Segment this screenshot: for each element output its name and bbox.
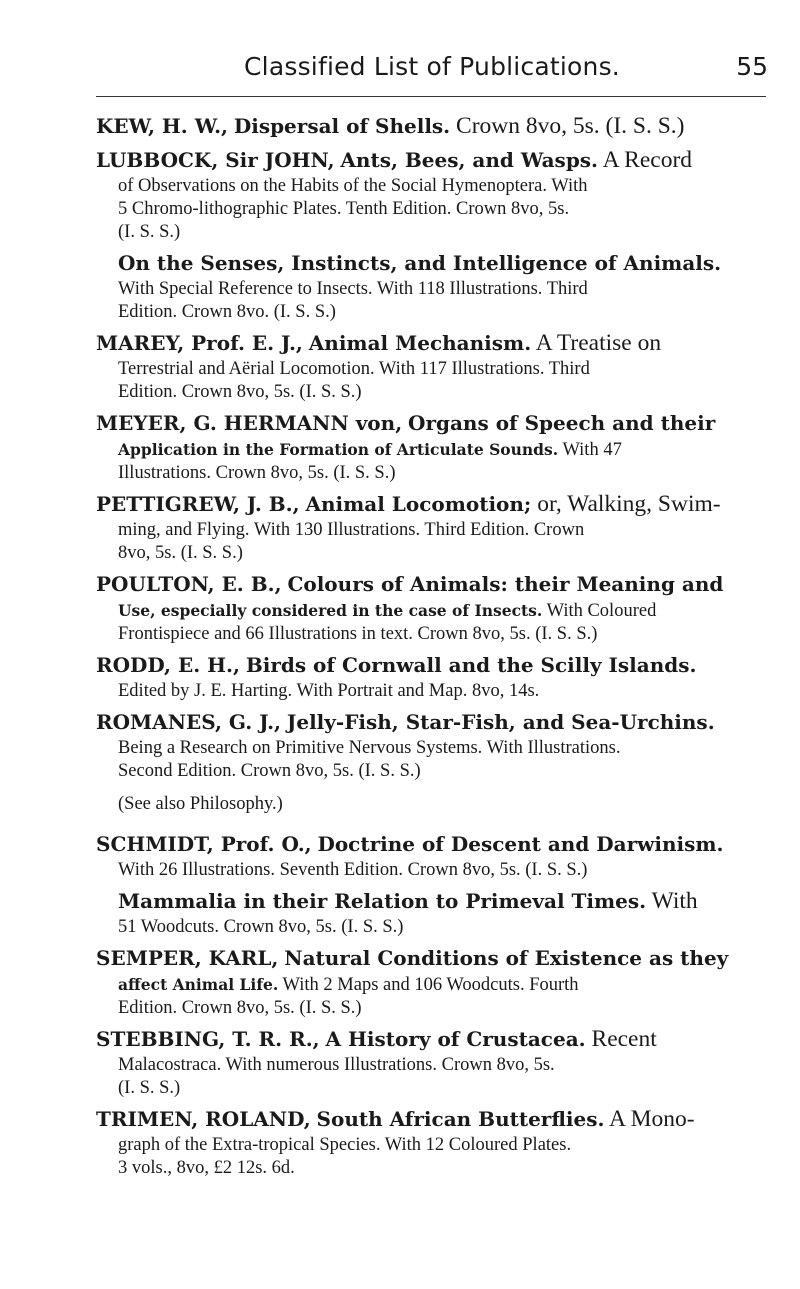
list-item — [96, 490, 768, 565]
entry-title-continued: Application in the Formation of Articulate Sounds. — [118, 440, 559, 459]
entry-detail-line: 3 vols., 8vo, £2 12s. 6d. — [118, 1158, 295, 1178]
entry-detail-line: With 26 Illustrations. Seventh Edition. Crown 8vo, 5s. (I. S. S.) — [118, 860, 588, 880]
entry-detail-line: ming, and Flying. With 130 Illustrations. Third Edition. Crown — [118, 520, 585, 540]
entry-author: ROMANES, G. J., — [96, 710, 282, 734]
entry-lead-rest: Crown 8vo, 5s. (I. S. S.) — [456, 113, 685, 139]
entry-title: Dispersal of Shells. — [233, 114, 451, 138]
entry-title: A History of Crustacea. — [325, 1027, 586, 1051]
entry-detail-line: of Observations on the Habits of the Social Hymenoptera. With — [118, 176, 588, 196]
entry-detail-line: Edition. Crown 8vo, 5s. (I. S. S.) — [118, 382, 362, 402]
entry-title: Jelly-Fish, Star-Fish, and Sea-Urchins. — [286, 710, 715, 734]
entry-title: Animal Mechanism. — [308, 331, 532, 355]
entry-title: Mammalia in their Relation to Primeval Times. — [118, 889, 647, 913]
entry-title: Colours of Animals: their Meaning and — [287, 572, 724, 596]
entry-author: PETTIGREW, J. B., — [96, 492, 300, 516]
entry-detail-line: With Coloured — [546, 601, 657, 621]
entry-lead-rest: A Treatise on — [535, 330, 662, 356]
entry-lead-rest: With — [651, 888, 698, 914]
list-item — [96, 887, 768, 939]
entry-title: On the Senses, Instincts, and Intelligence of Animals. — [118, 251, 722, 275]
entry-author: MAREY, Prof. E. J., — [96, 331, 303, 355]
entry-lead-rest: or, Walking, Swim- — [537, 491, 721, 517]
list-item — [96, 112, 768, 141]
list-item — [96, 409, 768, 485]
entry-detail-line: Illustrations. Crown 8vo, 5s. (I. S. S.) — [118, 463, 396, 483]
entry-detail-line: Being a Research on Primitive Nervous Systems. With Illustrations. — [118, 738, 621, 758]
list-item — [96, 830, 768, 882]
entry-title-continued: Use, especially considered in the case of Insects. — [118, 601, 543, 620]
entry-title: Ants, Bees, and Wasps. — [340, 148, 599, 172]
entry-title: Natural Conditions of Existence as they — [284, 946, 729, 970]
entry-author: TRIMEN, ROLAND, — [96, 1107, 311, 1131]
publication-list — [96, 112, 768, 1180]
entry-title: Organs of Speech and their — [408, 411, 716, 435]
entry-author: RODD, E. H., — [96, 653, 240, 677]
entry-detail-line: graph of the Extra-tropical Species. With 12 Coloured Plates. — [118, 1135, 572, 1155]
entry-author: SEMPER, KARL, — [96, 946, 279, 970]
entry-author: POULTON, E. B., — [96, 572, 282, 596]
entry-detail-line: Terrestrial and Aërial Locomotion. With 117 Illustrations. Third — [118, 359, 590, 379]
entry-detail-line: Frontispiece and 66 Illustrations in text. Crown 8vo, 5s. (I. S. S.) — [118, 624, 598, 644]
entry-lead-rest: Recent — [591, 1026, 657, 1052]
list-item — [96, 146, 768, 244]
list-item — [96, 570, 768, 646]
list-item — [96, 1105, 768, 1180]
entry-lead-rest: A Record — [602, 147, 693, 173]
entry-detail-line: Edited by J. E. Harting. With Portrait and Map. 8vo, 14s. — [118, 681, 540, 701]
page-number: 55 — [736, 52, 768, 81]
entry-author: LUBBOCK, Sir JOHN, — [96, 148, 335, 172]
entry-title: Animal Locomotion; — [305, 492, 532, 516]
entry-detail-line: Second Edition. Crown 8vo, 5s. (I. S. S.) — [118, 761, 421, 781]
list-item — [96, 1025, 768, 1100]
list-item — [96, 329, 768, 404]
entry-detail-line: 5 Chromo-lithographic Plates. Tenth Edition. Crown 8vo, 5s. — [118, 199, 570, 219]
entry-title-continued: affect Animal Life. — [118, 975, 279, 994]
list-item — [96, 944, 768, 1020]
entry-detail-line: 8vo, 5s. (I. S. S.) — [118, 543, 243, 563]
header-rule — [96, 96, 766, 97]
list-item — [96, 249, 768, 324]
entry-lead-rest: A Mono- — [609, 1106, 695, 1132]
entry-title: South African Butterflies. — [316, 1107, 605, 1131]
entry-detail-line: (I. S. S.) — [118, 222, 181, 242]
entry-author: MEYER, G. HERMANN von, — [96, 411, 403, 435]
entry-author: SCHMIDT, Prof. O., — [96, 832, 312, 856]
entry-detail-line: 51 Woodcuts. Crown 8vo, 5s. (I. S. S.) — [118, 917, 404, 937]
entry-detail-line: With 2 Maps and 106 Woodcuts. Fourth — [282, 975, 579, 995]
entry-author: STEBBING, T. R. R., — [96, 1027, 320, 1051]
entry-title: Birds of Cornwall and the Scilly Islands. — [245, 653, 697, 677]
entry-detail-line: Edition. Crown 8vo, 5s. (I. S. S.) — [118, 998, 362, 1018]
see-also-note: (See also Philosophy.) — [118, 794, 283, 814]
list-item — [96, 708, 768, 816]
page-title: Classified List of Publications. — [244, 52, 620, 81]
page-header — [96, 52, 768, 86]
entry-detail-line: Edition. Crown 8vo. (I. S. S.) — [118, 302, 336, 322]
entry-detail-line: With Special Reference to Insects. With 118 Illustrations. Third — [118, 279, 588, 299]
entry-detail-line: (I. S. S.) — [118, 1078, 181, 1098]
list-item — [96, 651, 768, 703]
entry-detail-line: Malacostraca. With numerous Illustrations. Crown 8vo, 5s. — [118, 1055, 555, 1075]
entry-title: Doctrine of Descent and Darwinism. — [317, 832, 724, 856]
entry-author: KEW, H. W., — [96, 114, 228, 138]
entry-detail-line: With 47 — [562, 440, 622, 460]
